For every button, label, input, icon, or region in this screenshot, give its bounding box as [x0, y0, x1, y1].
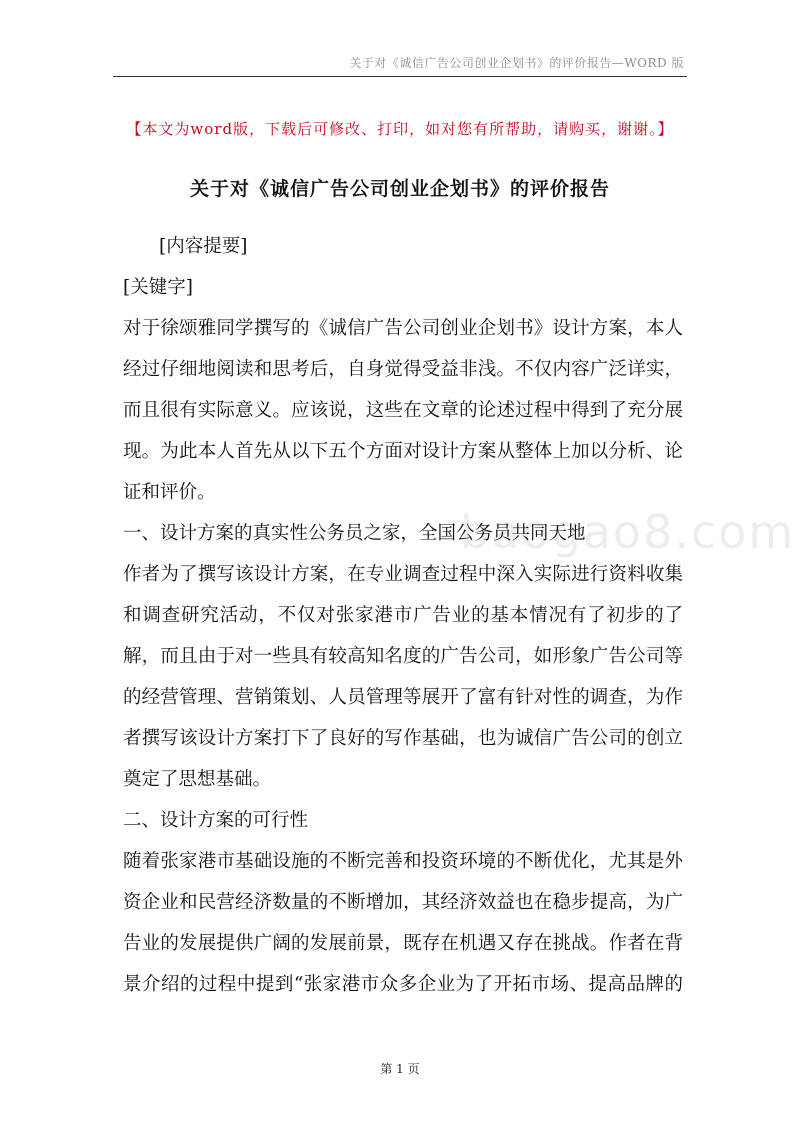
body-line: 者撰写该设计方案打下了良好的写作基础，也为诚信广告公司的创立: [123, 728, 683, 749]
body-line: 告业的发展提供广阔的发展前景，既存在机遇又存在挑战。作者在背: [123, 933, 683, 954]
keywords-heading: [关键字]: [123, 277, 193, 298]
body-line: 资企业和民营经济数量的不断增加，其经济效益也在稳步提高，为广: [123, 892, 683, 913]
body-line: 而且很有实际意义。应该说，这些在文章的论述过程中得到了充分展: [123, 400, 683, 421]
body-line: 对于徐颂雅同学撰写的《诚信广告公司创业企划书》设计方案，本人: [123, 318, 683, 339]
download-notice: 【本文为word版，下载后可修改、打印，如对您有所帮助，请购买，谢谢。】: [126, 120, 674, 138]
running-header: 关于对《诚信广告公司创业企划书》的评价报告—WORD 版: [349, 56, 684, 70]
body-line: 解，而且由于对一些具有较高知名度的广告公司，如形象广告公司等: [123, 646, 683, 667]
document-title: 关于对《诚信广告公司创业企划书》的评价报告: [189, 178, 610, 200]
section-heading-1: 一、设计方案的真实性公务员之家，全国公务员共同天地: [123, 523, 586, 544]
body-line: 的经营管理、营销策划、人员管理等展开了富有针对性的调查，为作: [123, 687, 683, 708]
watermark: baogao8.com: [460, 505, 796, 559]
body-line: 奠定了思想基础。: [123, 769, 272, 790]
body-line: 景介绍的过程中提到“张家港市众多企业为了开拓市场、提高品牌的: [123, 974, 683, 995]
document-body: [123, 226, 683, 1005]
page-number: 第 1 页: [380, 1062, 420, 1076]
summary-heading: [内容提要]: [159, 236, 248, 257]
body-line: 经过仔细地阅读和思考后，自身觉得受益非浅。不仅内容广泛详实，: [123, 359, 683, 380]
body-line: 现。为此本人首先从以下五个方面对设计方案从整体上加以分析、论: [123, 441, 683, 462]
body-line: 和调查研究活动，不仅对张家港市广告业的基本情况有了初步的了: [123, 605, 683, 626]
body-line: 随着张家港市基础设施的不断完善和投资环境的不断优化，尤其是外: [123, 851, 683, 872]
header-rule: [113, 76, 687, 77]
body-line: 作者为了撰写该设计方案，在专业调查过程中深入实际进行资料收集: [123, 564, 683, 585]
body-line: 证和评价。: [123, 482, 216, 503]
section-heading-2: 二、设计方案的可行性: [123, 810, 309, 831]
